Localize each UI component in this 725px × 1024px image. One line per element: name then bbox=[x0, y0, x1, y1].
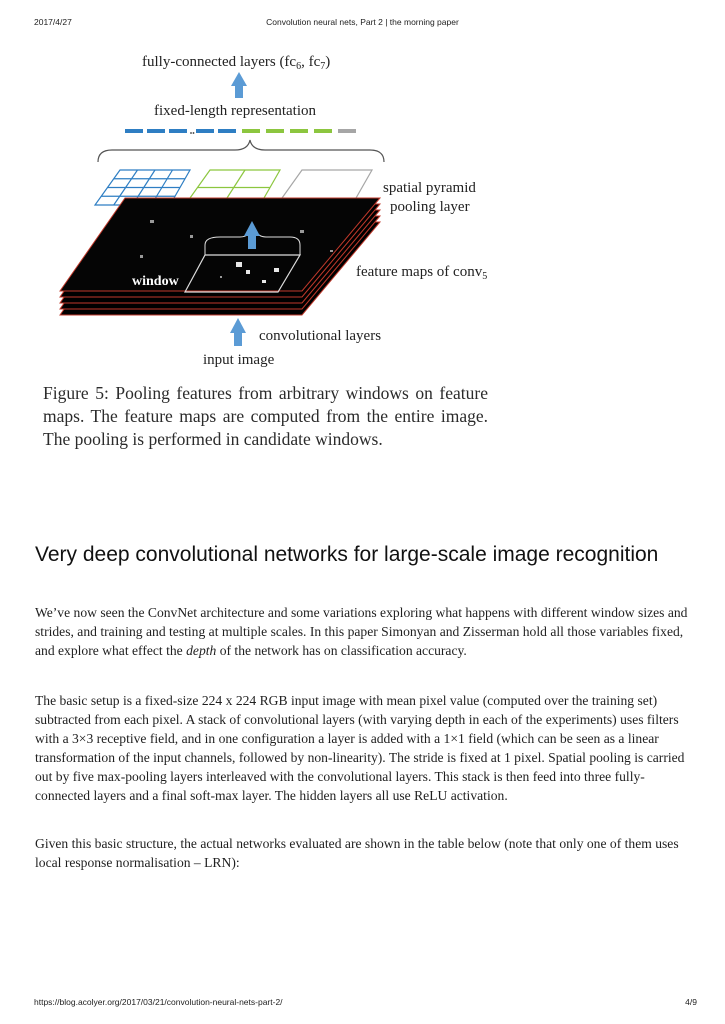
arrow-from-input bbox=[230, 318, 246, 346]
footer-page-number: 4/9 bbox=[685, 997, 697, 1007]
footer-url: https://blog.acolyer.org/2017/03/21/convolution-neural-nets-part-2/ bbox=[34, 997, 283, 1007]
feature-maps-label: feature maps of conv$_5$ bbox=[356, 264, 488, 282]
spatial-pyramid-label-2: pooling layer bbox=[390, 199, 470, 215]
header-date: 2017/4/27 bbox=[34, 17, 72, 27]
window-label: window bbox=[132, 274, 179, 289]
fc-layers-label: fully-connected layers ($fc_6$, $fc_7$) bbox=[142, 54, 331, 72]
figure-caption: Figure 5: Pooling features from arbitrary windows on feature maps. The feature maps are computed from the entire image. The pooling is performed in candidate windows. bbox=[43, 383, 488, 449]
feature-map-stack bbox=[60, 198, 380, 315]
convolutional-layers-label: convolutional layers bbox=[259, 328, 382, 344]
spp-figure bbox=[40, 40, 500, 385]
fixed-length-vector bbox=[125, 131, 356, 132]
section-heading: Very deep convolutional networks for large-scale image recognition bbox=[35, 543, 659, 566]
arrow-to-fc bbox=[231, 72, 247, 98]
spatial-pyramid-label-1: spatial pyramid bbox=[383, 180, 476, 196]
paragraph-3: Given this basic structure, the actual networks evaluated are shown in the table below (note that only one of them uses local response normalisation – LRN): bbox=[35, 836, 679, 870]
depth-emphasis: depth bbox=[186, 643, 217, 658]
input-image-label: input image bbox=[203, 352, 275, 368]
curly-brace bbox=[98, 140, 384, 162]
paragraph-1: We’ve now seen the ConvNet architecture and some variations exploring what happens with different window sizes and strides, and training and testing at multiple scales. In this paper Simonyan and Zisserman hold all those variables fixed, and explore what effect the depth of the network has on classification accuracy. bbox=[35, 605, 688, 658]
fixed-length-label: fixed-length representation bbox=[154, 103, 317, 119]
header-title: Convolution neural nets, Part 2 | the morning paper bbox=[266, 17, 459, 27]
paragraph-2: The basic setup is a fixed-size 224 x 224 RGB input image with mean pixel value (computed over the training set) subtracted from each pixel. A stack of convolutional layers (with varying depth in each of the experiments) uses filters with a 3×3 receptive field, and in one configuration a layer is added with a 1×1 field (which can be seen as a linear transformation of the input channels, followed by non-linearity). The stride is fixed at 1 pixel. Spatial pooling is carried out by five max-pooling layers interleaved with the convolutional layers. This stack is then feed into three fully-connected layers and a final soft-max layer. The hidden layers all use ReLU activation. bbox=[35, 693, 685, 803]
